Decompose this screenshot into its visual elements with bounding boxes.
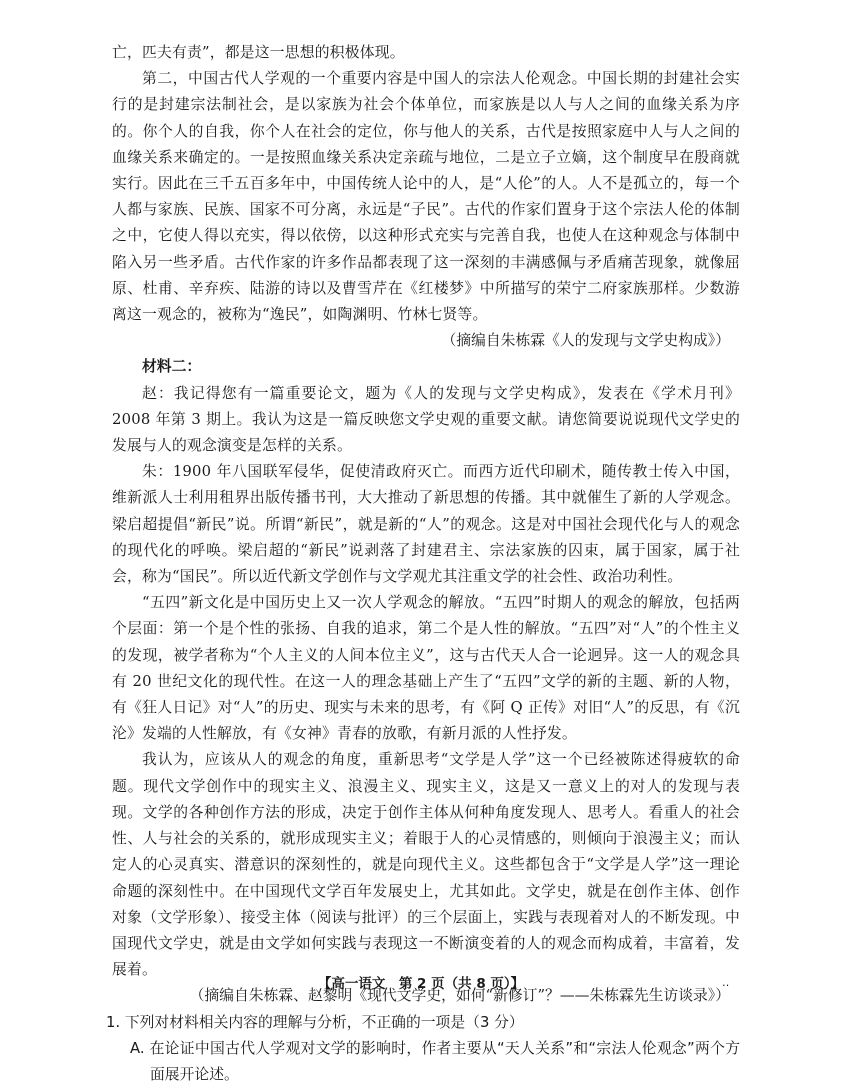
paragraph-continued: 亡，匹夫有责”，都是这一思想的积极体现。	[112, 44, 405, 61]
source-citation-1: （摘编自朱栋霖《人的发现与文学史构成》）	[441, 332, 730, 350]
interview-paragraph-zhu: 朱：1900 年八国联军侵华，促使清政府灭亡。而西方近代印刷术，随传教士传入中国，维新派人士利用租界出版传播书刊，大大推动了新思想的传播。其中就催生了新的人学观念。梁启超提倡“新民”说。所谓“新民”，就是新的“人”的观念。这是对中国社会现代化与人的观念的现代化的呼唤。梁启超的“新民”说剥落了封建君主、宗法家族的囚束，属于国家，属于社会，称为“国民”。所以近代新文学创作与文学观尤其注重文学的社会性、政治功利性。	[112, 463, 740, 586]
interview-paragraph-literature-humanism: 我认为，应该从人的观念的角度，重新思考“文学是人学”这一个已经被陈述得疲软的命题。现代文学创作中的现实主义、浪漫主义、现实主义，这是又一意义上的对人的发现与表现。文学的各种创作方法的形成，决定于创作主体从何种角度发现人、思考人。看重人的社会性、人与社会的关系的，就形成现实主义；着眼于人的心灵情感的，则倾向于浪漫主义；而认定人的心灵真实、潜意识的深刻性的，就是向现代主义。这些都包含于“文学是人学”这一理论命题的深刻性中。在中国现代文学百年发展史上，尤其如此。文学史，就是在创作主体、创作对象（文学形象）、接受主体（阅读与批评）的三个层面上，实践与表现着对人的不断发现。中国现代文学史，就是由文学如何实践与表现这一不断演变着的人的观念而构成着，丰富着，发展着。	[112, 751, 740, 979]
footer-mark: ‥	[722, 976, 730, 989]
material-two-heading: 材料二：	[142, 358, 202, 376]
document-body	[106, 40, 740, 1088]
interview-paragraph-may-fourth: “五四”新文化是中国历史上又一次人学观念的解放。“五四”时期人的观念的解放，包括两个层面：第一个是个性的张扬、自我的追求，第二个是人性的解放。“五四”对“人”的个性主义的发现，被学者称为“个人主义的人间本位主义”，这与古代天人合一论迥异。这一人的观念具有 20 世纪文化的现代性。在这一人的理念基础上产生了“五四”文学的新的主题、新的人物，有《狂人日记》对“人”的历史、现实与未来的思考，有《阿 Q 正传》对旧“人”的反思，有《沉沦》发端的人性解放，有《女神》青春的放歌，有新月派的人性抒发。	[112, 594, 740, 743]
paragraph-second-point: 第二，中国古代人学观的一个重要内容是中国人的宗法人伦观念。中国长期的封建社会实行的是封建宗法制社会，是以家族为社会个体单位，而家族是以人与人之间的血缘关系为序的。你个人的自我，你个人在社会的定位，你与他人的关系，古代是按照家庭中人与人之间的血缘关系来确定的。一是按照血缘关系决定亲疏与地位，二是立子立嫡，这个制度早在殷商就实行。因此在三千五百多年中，中国传统人论中的人，是“人伦”的人。人不是孤立的，每一个人都与家族、民族、国家不可分离，永远是“子民”。古代的作家们置身于这个宗法人伦的体制之中，它使人得以充实，得以依傍，以这种形式充实与完善自我，也使人在这种观念与体制中陷入另一些矛盾。古代作家的许多作品都表现了这一深刻的丰满感佩与矛盾痛苦现象，就像屈原、杜甫、辛弃疾、陆游的诗以及曹雪芹在《红楼梦》中所描写的荣宁二府家族那样。少数游离这一观念的，被称为“逸民”，如陶渊明、竹林七贤等。	[112, 70, 740, 324]
interview-paragraph-zhao: 赵：我记得您有一篇重要论文，题为《人的发现与文学史构成》，发表在《学术月刊》2008 年第 3 期上。我认为这是一篇反映您文学史观的重要文献。请您简要说说现代文学史的发展与人的观念演变是怎样的关系。	[112, 384, 740, 455]
question-1-option-a: A. 在论证中国古代人学观对文学的影响时，作者主要从“天人关系”和“宗法人伦观念”两个方面展开论述。	[130, 1039, 740, 1083]
page-footer: 【高一语文 第 2 页（共 8 页）】	[317, 976, 525, 992]
question-1: 1. 下列对材料相关内容的理解与分析，不正确的一项是（3 分）	[106, 1013, 524, 1031]
source-citation-2: （摘编自朱栋霖、赵黎明《现代文学史，如何“新修订”？——朱栋霖先生访谈录》）	[189, 987, 730, 1005]
